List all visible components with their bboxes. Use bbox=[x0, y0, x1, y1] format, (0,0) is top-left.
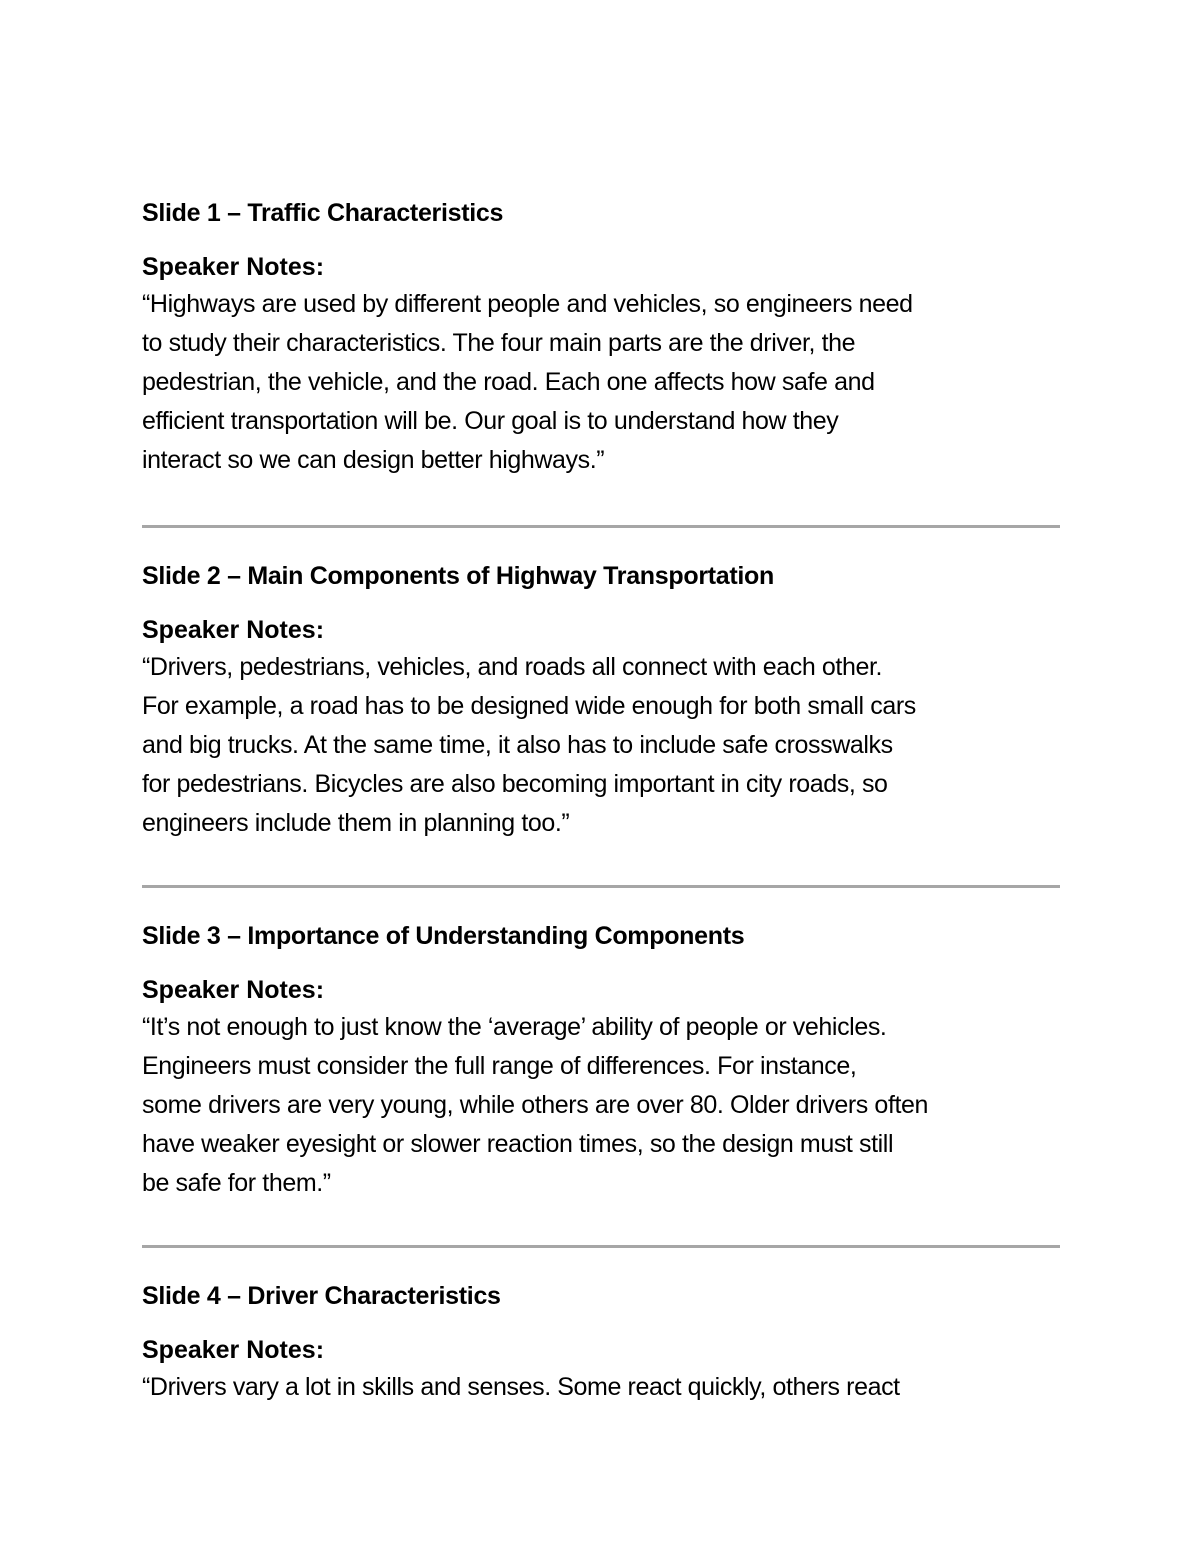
slide-notes-section bbox=[142, 558, 1060, 885]
notes-line: for pedestrians. Bicycles are also becoming important in city roads, so bbox=[142, 770, 888, 798]
slide-notes-section bbox=[142, 1278, 1060, 1407]
slide-notes-section bbox=[142, 195, 1060, 525]
notes-line: some drivers are very young, while others are over 80. Older drivers often bbox=[142, 1091, 929, 1119]
speaker-notes-label: Speaker Notes: bbox=[142, 976, 325, 1004]
notes-line: “It’s not enough to just know the ‘average’ ability of people or vehicles. bbox=[142, 1013, 887, 1041]
slide-title: Slide 1 – Traffic Characteristics bbox=[142, 199, 504, 227]
notes-line: engineers include them in planning too.” bbox=[142, 809, 570, 837]
slide-title: Slide 3 – Importance of Understanding Components bbox=[142, 922, 745, 950]
speaker-notes-text bbox=[142, 285, 1060, 480]
notes-line: Engineers must consider the full range of differences. For instance, bbox=[142, 1052, 857, 1080]
speaker-notes-text bbox=[142, 1008, 1060, 1203]
speaker-notes-text bbox=[142, 1368, 1060, 1407]
speaker-notes-label: Speaker Notes: bbox=[142, 253, 325, 281]
notes-line: efficient transportation will be. Our goal is to understand how they bbox=[142, 407, 839, 435]
document-page bbox=[142, 195, 1060, 1407]
notes-line: For example, a road has to be designed wide enough for both small cars bbox=[142, 692, 916, 720]
section-divider bbox=[142, 1245, 1060, 1248]
slide-title: Slide 2 – Main Components of Highway Transportation bbox=[142, 562, 774, 590]
notes-line: “Highways are used by different people and vehicles, so engineers need bbox=[142, 290, 913, 318]
notes-line: “Drivers vary a lot in skills and senses. Some react quickly, others react bbox=[142, 1373, 900, 1401]
section-divider bbox=[142, 525, 1060, 528]
slide-title: Slide 4 – Driver Characteristics bbox=[142, 1282, 501, 1310]
notes-line: have weaker eyesight or slower reaction times, so the design must still bbox=[142, 1130, 894, 1158]
notes-line: interact so we can design better highways.” bbox=[142, 446, 605, 474]
speaker-notes-label: Speaker Notes: bbox=[142, 616, 325, 644]
notes-line: pedestrian, the vehicle, and the road. Each one affects how safe and bbox=[142, 368, 875, 396]
section-divider bbox=[142, 885, 1060, 888]
notes-line: “Drivers, pedestrians, vehicles, and roads all connect with each other. bbox=[142, 653, 883, 681]
speaker-notes-label: Speaker Notes: bbox=[142, 1336, 325, 1364]
speaker-notes-text bbox=[142, 648, 1060, 843]
notes-line: be safe for them.” bbox=[142, 1169, 331, 1197]
slide-notes-section bbox=[142, 918, 1060, 1245]
notes-line: and big trucks. At the same time, it also has to include safe crosswalks bbox=[142, 731, 893, 759]
notes-line: to study their characteristics. The four main parts are the driver, the bbox=[142, 329, 856, 357]
